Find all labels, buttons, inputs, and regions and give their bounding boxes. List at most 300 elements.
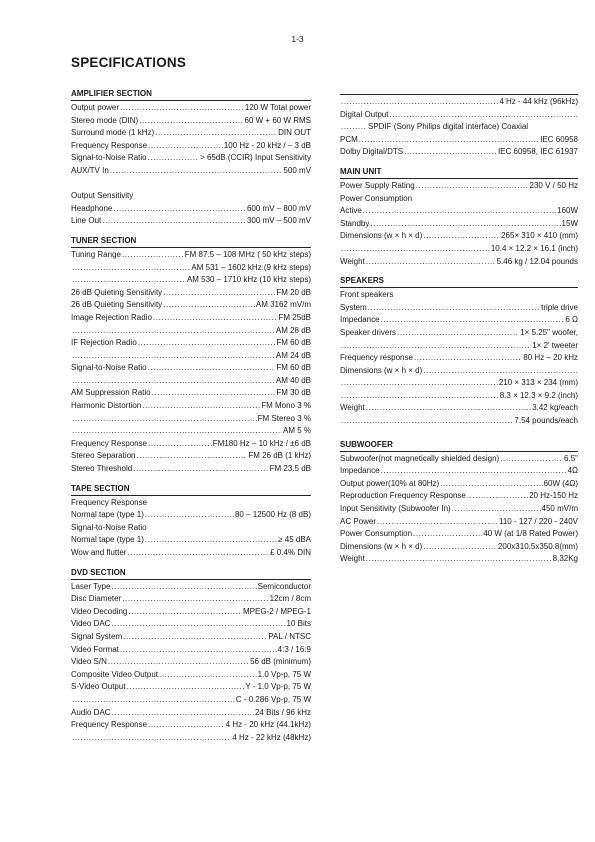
spec-label: Power Supply Rating bbox=[340, 180, 415, 190]
dot-leader bbox=[72, 694, 235, 707]
spec-label: Signal System bbox=[71, 631, 123, 641]
spec-label: Frequency Response bbox=[71, 438, 148, 448]
spec-row bbox=[340, 516, 578, 529]
spec-row bbox=[71, 203, 311, 216]
spec-row bbox=[71, 387, 311, 400]
spec-label: Video Decoding bbox=[71, 606, 128, 616]
spec-row bbox=[340, 230, 578, 243]
spec-label: Video DAC bbox=[71, 619, 111, 629]
spec-value: FM 60 dB bbox=[276, 338, 311, 348]
dot-leader bbox=[137, 450, 248, 463]
spec-row bbox=[340, 352, 578, 365]
spec-label: Standby bbox=[340, 218, 370, 228]
spec-value: MPEG-2 / MPEG-1 bbox=[242, 606, 311, 616]
dot-leader bbox=[370, 218, 560, 231]
spec-row bbox=[71, 450, 311, 463]
spec-label: Headphone bbox=[71, 203, 113, 213]
section-heading: SPEAKERS bbox=[340, 276, 578, 288]
dot-leader bbox=[366, 256, 496, 269]
spec-value: AM 28 dB bbox=[275, 325, 311, 335]
spec-row bbox=[71, 438, 311, 451]
spec-value: 200x310.5x350.8(mm) bbox=[497, 541, 578, 551]
spec-value: 3.42 kg/each bbox=[532, 403, 578, 413]
spec-value: 230 V / 50 Hz bbox=[529, 180, 578, 190]
spec-label: Frequency Response bbox=[71, 497, 148, 507]
spec-row bbox=[71, 165, 311, 178]
dot-leader bbox=[155, 127, 277, 140]
spec-label: Wow and flutter bbox=[71, 548, 127, 557]
spec-value: DIN OUT bbox=[278, 128, 311, 138]
spec-value: 120 W Total power bbox=[244, 103, 311, 112]
spec-label: Signal-to-Noise Ratio bbox=[71, 522, 147, 532]
spec-row bbox=[71, 681, 311, 694]
dot-leader bbox=[127, 681, 245, 694]
spec-label: Active bbox=[340, 206, 362, 216]
spec-value: IEC 60958, IEC 61937 bbox=[497, 147, 578, 157]
spec-value: 100 Hz - 20 kHz / – 3 dB bbox=[223, 140, 311, 150]
spec-label: Weight bbox=[340, 554, 365, 564]
dot-leader bbox=[341, 243, 490, 256]
spec-row bbox=[71, 425, 311, 438]
section-heading: TAPE SECTION bbox=[71, 484, 311, 496]
spec-row bbox=[71, 509, 311, 522]
spec-row bbox=[71, 593, 311, 606]
spec-row bbox=[340, 314, 578, 327]
dot-leader bbox=[389, 109, 577, 122]
spec-value: FM 23.5 dB bbox=[269, 464, 311, 474]
spec-row bbox=[340, 490, 578, 503]
dot-leader bbox=[112, 707, 254, 720]
dot-leader bbox=[404, 146, 497, 159]
dot-leader bbox=[368, 302, 540, 315]
dot-leader bbox=[452, 503, 541, 516]
section-heading: AMPLIFIER SECTION bbox=[71, 89, 311, 101]
spec-row bbox=[340, 218, 578, 231]
spec-row bbox=[340, 121, 578, 134]
spec-value: 500 mV bbox=[283, 165, 311, 175]
spec-value: triple drive bbox=[541, 302, 578, 312]
spec-section-amplifier-section bbox=[71, 89, 311, 228]
spec-row bbox=[340, 377, 578, 390]
dot-leader bbox=[145, 534, 277, 547]
spec-value: Y - 1.0 Vp-p, 75 W bbox=[245, 682, 311, 692]
spec-value: 60W (4Ω) bbox=[543, 478, 578, 488]
spec-value: 1× 2' tweeter bbox=[532, 340, 578, 350]
spec-label: Line Out bbox=[71, 216, 102, 226]
spec-label: Video Format bbox=[71, 644, 119, 654]
spec-row bbox=[340, 402, 578, 415]
spec-row bbox=[71, 522, 311, 535]
spec-row bbox=[71, 694, 311, 707]
spec-label: Harmonic Distortion bbox=[71, 401, 142, 411]
spec-label: Power Consumption bbox=[340, 529, 413, 539]
dot-leader bbox=[72, 350, 275, 363]
dot-leader bbox=[341, 96, 498, 109]
spec-label: S-Video Output bbox=[71, 682, 126, 692]
dot-leader bbox=[110, 165, 283, 178]
spec-value: £ 0.4% DIN bbox=[270, 548, 311, 557]
section-heading: SUBWOOFER bbox=[340, 440, 578, 452]
spec-label: Input Sensitivity (Subwoofer In) bbox=[340, 504, 451, 514]
spec-label: Stereo Threshold bbox=[71, 464, 133, 474]
section-rule bbox=[340, 94, 578, 95]
spec-label: Output Sensitivity bbox=[71, 191, 134, 201]
dot-leader bbox=[423, 541, 497, 554]
spec-section-subwoofer bbox=[340, 440, 578, 566]
dot-leader bbox=[127, 547, 269, 560]
spec-row bbox=[340, 256, 578, 269]
spec-row bbox=[71, 400, 311, 413]
spec-row bbox=[71, 707, 311, 720]
spec-value: 300 mV – 500 mV bbox=[246, 216, 311, 226]
spec-value: AM 5 % bbox=[282, 426, 311, 436]
spec-value: 7.54 pounds/each bbox=[514, 416, 578, 426]
spec-label: Stereo mode (DIN) bbox=[71, 115, 139, 125]
spec-label: Output power(10% at 80Hz) bbox=[340, 478, 440, 488]
dot-leader bbox=[133, 463, 268, 476]
spec-row bbox=[340, 453, 578, 466]
dot-leader bbox=[363, 205, 556, 218]
dot-leader bbox=[111, 581, 256, 594]
spec-label: Frequency Response bbox=[71, 140, 148, 150]
spec-label: Dimensions (w × h × d) bbox=[340, 365, 423, 375]
spec-row bbox=[71, 719, 311, 732]
spec-row bbox=[340, 243, 578, 256]
spec-section-dvd-section bbox=[71, 568, 311, 745]
spec-value: FM Stereo 3 % bbox=[257, 413, 311, 423]
spec-value: 4 Hz - 20 kHz (44.1kHz) bbox=[225, 720, 311, 730]
spec-row bbox=[71, 325, 311, 338]
dot-leader bbox=[120, 644, 277, 657]
spec-label: IF Rejection Radio bbox=[71, 338, 137, 348]
spec-row bbox=[71, 362, 311, 375]
spec-row bbox=[340, 302, 578, 315]
spec-row bbox=[71, 350, 311, 363]
section-heading: DVD SECTION bbox=[71, 568, 311, 580]
spec-row bbox=[340, 193, 578, 206]
spec-value: 20 Hz-150 Hz bbox=[529, 491, 578, 501]
spec-label: Disc Diameter bbox=[71, 594, 122, 604]
dot-leader bbox=[341, 121, 367, 134]
spec-label: Weight bbox=[340, 403, 365, 413]
spec-label: Composite Video Output bbox=[71, 669, 159, 679]
spec-value: FM 30 dB bbox=[276, 388, 311, 398]
spec-value: 6.5" bbox=[564, 453, 578, 463]
left-spec-column bbox=[71, 89, 311, 752]
spec-value: AM 530 – 1710 kHz (10 kHz steps) bbox=[186, 275, 311, 285]
dot-leader bbox=[152, 387, 276, 400]
dot-leader bbox=[123, 631, 267, 644]
spec-label: 26 dB Quieting Sensitivity bbox=[71, 300, 163, 310]
spec-row bbox=[71, 102, 311, 115]
spec-row bbox=[71, 631, 311, 644]
spec-row bbox=[71, 190, 311, 203]
spec-value: FM 87.5 – 108 MHz ( 50 kHz steps) bbox=[184, 249, 311, 259]
dot-leader bbox=[423, 230, 500, 243]
spec-row bbox=[71, 249, 311, 262]
spec-label: AM Suppression Ratio bbox=[71, 388, 151, 398]
dot-leader bbox=[72, 274, 186, 287]
spec-value: 24 Bits / 96 kHz bbox=[254, 707, 311, 717]
dot-leader bbox=[153, 312, 278, 325]
dot-leader bbox=[72, 413, 257, 426]
dot-leader bbox=[145, 509, 234, 522]
spec-row bbox=[340, 465, 578, 478]
dot-leader bbox=[108, 656, 249, 669]
dot-leader bbox=[72, 425, 282, 438]
spec-label: System bbox=[340, 302, 367, 312]
dot-leader bbox=[163, 299, 255, 312]
spec-section-tuner-section bbox=[71, 236, 311, 476]
spec-label: 26 dB Quieting Sensitivity bbox=[71, 287, 163, 297]
spec-value: FM 25dB bbox=[278, 312, 311, 322]
spec-value: 450 mV/m bbox=[541, 504, 578, 514]
spec-value: 80 – 12500 Hz (8 dB) bbox=[234, 510, 311, 520]
dot-leader bbox=[148, 362, 276, 375]
spec-row bbox=[71, 274, 311, 287]
spec-label: Reproduction Frequency Response bbox=[340, 491, 466, 501]
spec-row bbox=[71, 115, 311, 128]
spec-row bbox=[71, 534, 311, 547]
spec-row bbox=[340, 180, 578, 193]
spec-value: SPDIF (Sony Philips digital interface) Coaxial bbox=[368, 122, 529, 132]
spec-value: ≥ 45 dBA bbox=[278, 535, 311, 545]
spec-row bbox=[71, 337, 311, 350]
spec-label: Front speakers bbox=[340, 290, 394, 300]
spec-row bbox=[340, 478, 578, 491]
dot-leader bbox=[72, 325, 275, 338]
spec-row bbox=[71, 312, 311, 325]
dot-leader bbox=[341, 415, 513, 428]
right-spec-column bbox=[340, 94, 578, 574]
dot-leader bbox=[381, 465, 567, 478]
spec-row bbox=[340, 541, 578, 554]
dot-leader bbox=[341, 390, 499, 403]
spec-label: Audio DAC bbox=[71, 707, 111, 717]
spec-row bbox=[71, 547, 311, 560]
spec-row bbox=[340, 415, 578, 428]
dot-leader bbox=[467, 490, 528, 503]
dot-leader bbox=[414, 352, 522, 365]
spec-label: Normal tape (type 1) bbox=[71, 535, 144, 545]
spec-label: Speaker drivers bbox=[340, 327, 397, 337]
spec-label: Dimensions (w × h × d) bbox=[340, 541, 423, 551]
spec-label: Signal-to-Noise Ratio bbox=[71, 153, 147, 163]
spec-value: 4 Hz - 44 kHz (96kHz) bbox=[499, 97, 578, 106]
spec-value: 10.4 × 12.2 × 16.1 (inch) bbox=[490, 243, 578, 253]
dot-leader bbox=[381, 314, 565, 327]
spec-value: 8.32Kg bbox=[552, 554, 578, 564]
spec-row bbox=[71, 656, 311, 669]
spec-row bbox=[71, 262, 311, 275]
dot-leader bbox=[366, 553, 552, 566]
spec-row bbox=[71, 606, 311, 619]
spec-row bbox=[71, 463, 311, 476]
spec-value: 600 mV – 800 mV bbox=[246, 203, 311, 213]
spec-label: Signal-to-Noise Ratio bbox=[71, 363, 147, 373]
spec-row bbox=[71, 375, 311, 388]
spec-row bbox=[340, 503, 578, 516]
spec-label: Dimensions (w × h × d) bbox=[340, 231, 423, 241]
dot-leader bbox=[72, 375, 275, 388]
spec-row bbox=[71, 644, 311, 657]
dot-leader bbox=[120, 102, 244, 115]
spec-label: PCM bbox=[340, 134, 358, 144]
spec-label: Impedance bbox=[340, 466, 380, 476]
spec-label: AC Power bbox=[340, 516, 377, 526]
dot-leader bbox=[148, 719, 225, 732]
dot-leader bbox=[500, 453, 563, 466]
spec-value: 15W bbox=[561, 218, 578, 228]
spec-row bbox=[340, 289, 578, 302]
spec-row bbox=[71, 732, 311, 745]
spec-label: Tuning Range bbox=[71, 249, 121, 259]
spec-row bbox=[340, 134, 578, 147]
dot-leader bbox=[111, 618, 285, 631]
dot-leader bbox=[122, 249, 184, 262]
spec-value: 12cm / 8cm bbox=[269, 594, 311, 604]
spec-label: Frequency Response bbox=[71, 720, 148, 730]
section-heading: TUNER SECTION bbox=[71, 236, 311, 248]
spec-value: PAL / NTSC bbox=[268, 631, 311, 641]
spec-row bbox=[71, 152, 311, 165]
dot-leader bbox=[113, 203, 246, 216]
spec-value: AM 40 dB bbox=[275, 375, 311, 385]
spec-row bbox=[71, 140, 311, 153]
spec-row bbox=[340, 365, 578, 378]
section-heading: MAIN UNIT bbox=[340, 167, 578, 179]
spec-value: FM 26 dB (1 kHz) bbox=[248, 451, 311, 461]
spec-row bbox=[340, 146, 578, 159]
spec-row bbox=[340, 96, 578, 109]
spec-label: AUX/TV In bbox=[71, 165, 109, 175]
spec-section-tape-section bbox=[71, 484, 311, 560]
spec-value: AM 24 dB bbox=[275, 350, 311, 360]
spec-section-speakers bbox=[340, 276, 578, 428]
spec-label: Surround mode (1 kHz) bbox=[71, 128, 155, 138]
spec-row bbox=[340, 327, 578, 340]
spec-value: 56 dB (minimum) bbox=[250, 657, 311, 667]
spec-value: FM180 Hz – 10 kHz / ±6 dB bbox=[212, 438, 311, 448]
spec-row bbox=[71, 618, 311, 631]
spec-value: FM 20 dB bbox=[276, 287, 311, 297]
page-title: SPECIFICATIONS bbox=[71, 55, 187, 70]
dot-leader bbox=[148, 140, 223, 153]
page-number: 1-3 bbox=[291, 34, 304, 44]
dot-leader bbox=[72, 262, 190, 275]
spec-label: Output power bbox=[71, 103, 120, 112]
spec-value: IEC 60958 bbox=[540, 134, 578, 144]
spec-value: 8.3 × 12.3 × 9.2 (inch) bbox=[499, 390, 578, 400]
dot-leader bbox=[377, 516, 498, 529]
dot-leader bbox=[128, 606, 242, 619]
dot-leader bbox=[413, 528, 482, 541]
dot-leader bbox=[423, 365, 577, 378]
spec-value: 10 Bits bbox=[286, 619, 311, 629]
dot-leader bbox=[148, 152, 199, 165]
spec-row bbox=[340, 390, 578, 403]
dot-leader bbox=[148, 438, 212, 451]
dot-leader bbox=[416, 180, 529, 193]
spec-value: 265× 310 × 410 (mm) bbox=[501, 231, 578, 241]
spec-label: Video S/N bbox=[71, 657, 107, 667]
dot-leader bbox=[102, 215, 246, 228]
spec-row bbox=[71, 215, 311, 228]
spec-value: > 65dB (CCIR) Input Sensitivity bbox=[200, 153, 311, 163]
spec-value: 5.46 kg / 12.04 pounds bbox=[496, 256, 578, 266]
spec-value: 1.0 Vp-p, 75 W bbox=[257, 669, 311, 679]
spec-row bbox=[340, 340, 578, 353]
spec-label: Laser Type bbox=[71, 581, 111, 591]
dot-leader bbox=[359, 134, 539, 147]
blank-line bbox=[71, 178, 311, 191]
spec-row bbox=[340, 205, 578, 218]
dot-leader bbox=[397, 327, 519, 340]
spec-value: FM 60 dB bbox=[276, 363, 311, 373]
spec-label: Normal tape (type 1) bbox=[71, 510, 144, 520]
spec-value: 4:3 / 16:9 bbox=[277, 644, 311, 654]
spec-value: C - 0.286 Vp-p, 75 W bbox=[235, 694, 311, 704]
spec-value: 4Ω bbox=[567, 466, 578, 476]
spec-value: 1× 5.25" woofer, bbox=[520, 327, 578, 337]
dot-leader bbox=[366, 402, 531, 415]
spec-value: 40 W (at 1/8 Rated Power) bbox=[483, 529, 578, 539]
dot-leader bbox=[138, 337, 276, 350]
spec-label: Digital Output bbox=[340, 109, 389, 119]
spec-value: 210 × 313 × 234 (mm) bbox=[498, 378, 578, 388]
spec-label: Impedance bbox=[340, 315, 380, 325]
spec-row bbox=[71, 497, 311, 510]
spec-row bbox=[71, 287, 311, 300]
spec-value: AM 531 – 1602 kHz (9 kHz steps) bbox=[191, 262, 311, 272]
spec-value: 80 Hz – 20 kHz bbox=[523, 353, 578, 363]
spec-value: 160W bbox=[557, 206, 578, 216]
spec-row bbox=[71, 669, 311, 682]
spec-value: 110 - 127 / 220 - 240V bbox=[498, 516, 578, 526]
spec-row bbox=[340, 109, 578, 122]
spec-label: Subwoofer(not magnetically shielded design) bbox=[340, 453, 500, 463]
spec-value: 60 W + 60 W RMS bbox=[244, 115, 311, 125]
spec-row bbox=[340, 528, 578, 541]
spec-row bbox=[340, 553, 578, 566]
spec-section-continued bbox=[340, 94, 578, 159]
spec-row bbox=[71, 127, 311, 140]
spec-row bbox=[71, 413, 311, 426]
dot-leader bbox=[341, 377, 498, 390]
spec-row bbox=[71, 581, 311, 594]
spec-label: Frequency response bbox=[340, 353, 413, 363]
spec-value: FM Mono 3 % bbox=[261, 401, 311, 411]
dot-leader bbox=[142, 400, 260, 413]
dot-leader bbox=[139, 115, 243, 128]
spec-label: Power Consumption bbox=[340, 193, 413, 203]
spec-label: Dolby Digital/DTS bbox=[340, 147, 404, 157]
spec-label: Image Rejection Radio bbox=[71, 312, 152, 322]
dot-leader bbox=[122, 593, 268, 606]
spec-section-main-unit bbox=[340, 167, 578, 268]
spec-label: Stereo Separation bbox=[71, 451, 136, 461]
spec-value: 4 Hz - 22 kHz (48kHz) bbox=[232, 732, 311, 742]
dot-leader bbox=[72, 732, 231, 745]
dot-leader bbox=[159, 669, 257, 682]
dot-leader bbox=[341, 340, 531, 353]
dot-leader bbox=[440, 478, 542, 491]
spec-row bbox=[71, 299, 311, 312]
dot-leader bbox=[163, 287, 275, 300]
spec-label: Weight bbox=[340, 256, 365, 266]
spec-value: Semiconductor bbox=[257, 581, 311, 591]
spec-value: AM 3162 mV/m bbox=[255, 300, 311, 310]
